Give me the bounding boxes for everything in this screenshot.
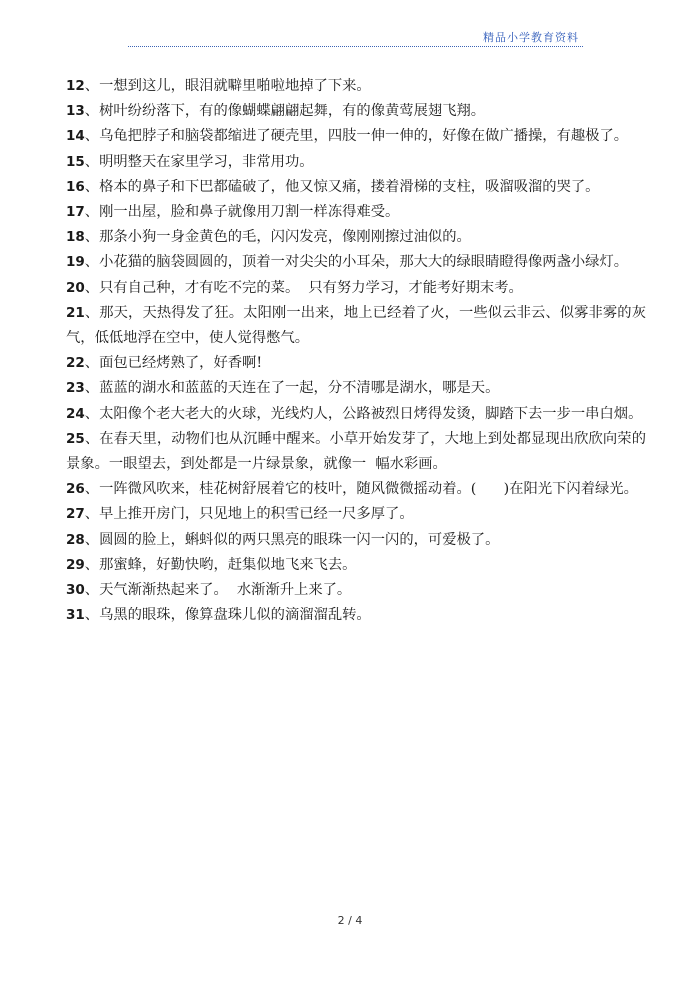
list-item	[66, 427, 646, 477]
item-separator: 、	[84, 405, 100, 422]
list-item	[66, 502, 646, 527]
item-separator: 、	[84, 304, 100, 321]
item-text: 乌黑的眼珠，像算盘珠儿似的滴溜溜乱转。	[99, 607, 371, 624]
item-separator: 、	[84, 355, 100, 372]
item-number: 21	[66, 304, 85, 321]
item-text: 那蜜蜂，好勤快哟，赶集似地飞来飞去。	[99, 556, 357, 573]
item-number: 12	[66, 78, 85, 94]
header-dotted-line	[128, 46, 583, 47]
item-number: 22	[66, 355, 85, 372]
item-separator: 、	[84, 78, 100, 94]
item-number: 13	[66, 103, 85, 120]
item-number: 14	[66, 128, 85, 145]
item-text: 在春天里，动物们也从沉睡中醒来。小草开始发芽了，大地上到处都显现出欣欣向荣的景象。一眼望去，到处都是一片绿景象，就像一 幅水彩画。	[66, 430, 646, 473]
item-text: 面包已经烤熟了，好香啊!	[99, 355, 263, 372]
page-header	[128, 28, 583, 48]
item-number: 28	[66, 531, 85, 548]
list-item	[66, 402, 646, 427]
item-separator: 、	[84, 128, 100, 145]
list-item	[66, 250, 646, 275]
item-separator: 、	[84, 204, 100, 221]
item-text: 太阳像个老大老大的火球，光线灼人，公路被烈日烤得发烫，脚踏下去一步一串白烟。	[99, 405, 643, 422]
item-number: 16	[66, 178, 85, 195]
item-separator: 、	[84, 582, 100, 599]
item-text: 明明整天在家里学习，非常用功。	[99, 153, 314, 170]
item-number: 25	[66, 430, 85, 447]
list-item	[66, 99, 646, 124]
item-separator: 、	[84, 103, 100, 120]
item-separator: 、	[84, 556, 100, 573]
list-item	[66, 175, 646, 200]
item-text: 那条小狗一身金黄色的毛，闪闪发亮，像刚刚擦过油似的。	[99, 229, 471, 246]
list-item	[66, 477, 646, 502]
list-item	[66, 376, 646, 401]
item-number: 19	[66, 254, 85, 271]
list-item	[66, 578, 646, 603]
item-number: 20	[66, 279, 85, 296]
list-item	[66, 276, 646, 301]
list-item	[66, 225, 646, 250]
item-text: 那天，天热得发了狂。太阳刚一出来，地上已经着了火，一些似云非云、似雾非雾的灰气，低低地浮在空中，使人觉得憋气。	[66, 304, 646, 347]
sentence-list	[66, 74, 646, 628]
item-text: 一阵微风吹来，桂花树舒展着它的枝叶，随风微微摇动着。( )在阳光下闪着绿光。	[99, 481, 638, 498]
item-separator: 、	[84, 607, 100, 624]
list-item	[66, 150, 646, 175]
item-number: 23	[66, 380, 85, 397]
item-separator: 、	[84, 254, 100, 271]
list-item	[66, 124, 646, 149]
item-text: 只有自己种，才有吃不完的菜。 只有努力学习，才能考好期末考。	[99, 279, 523, 296]
item-separator: 、	[84, 279, 100, 296]
item-separator: 、	[84, 380, 100, 397]
list-item	[66, 553, 646, 578]
item-number: 26	[66, 481, 85, 498]
list-item	[66, 603, 646, 628]
list-item	[66, 528, 646, 553]
item-number: 24	[66, 405, 85, 422]
item-separator: 、	[84, 430, 100, 447]
item-text: 圆圆的脸上，蝌蚪似的两只黑亮的眼珠一闪一闪的，可爱极了。	[99, 531, 500, 548]
item-separator: 、	[84, 506, 100, 523]
item-separator: 、	[84, 531, 100, 548]
item-text: 天气渐渐热起来了。 水渐渐升上来了。	[99, 582, 352, 599]
item-separator: 、	[84, 481, 100, 498]
item-text: 刚一出屋，脸和鼻子就像用刀割一样冻得难受。	[99, 204, 400, 221]
list-item	[66, 351, 646, 376]
header-title: 精品小学教育资料	[483, 31, 579, 44]
item-separator: 、	[84, 229, 100, 246]
item-separator: 、	[84, 178, 100, 195]
item-text: 早上推开房门，只见地上的积雪已经一尺多厚了。	[99, 506, 414, 523]
item-number: 29	[66, 556, 85, 573]
list-item	[66, 200, 646, 225]
item-text: 树叶纷纷落下，有的像蝴蝶翩翩起舞，有的像黄莺展翅飞翔。	[99, 103, 486, 120]
item-number: 27	[66, 506, 85, 523]
item-number: 18	[66, 229, 85, 246]
page-number: 2 / 4	[337, 914, 363, 927]
item-text: 蓝蓝的湖水和蓝蓝的天连在了一起，分不清哪是湖水，哪是天。	[99, 380, 500, 397]
item-text: 乌龟把脖子和脑袋都缩进了硬壳里，四肢一伸一伸的，好像在做广播操，有趣极了。	[99, 128, 629, 145]
item-text: 格本的鼻子和下巴都磕破了，他又惊又痛，搂着滑梯的支柱，吸溜吸溜的哭了。	[99, 178, 600, 195]
list-item	[66, 301, 646, 351]
item-number: 31	[66, 607, 85, 624]
item-separator: 、	[84, 153, 100, 170]
item-text: 一想到这儿，眼泪就噼里啪啦地掉了下来。	[99, 78, 371, 94]
item-number: 15	[66, 153, 85, 170]
item-text: 小花猫的脑袋圆圆的，顶着一对尖尖的小耳朵，那大大的绿眼睛瞪得像两盏小绿灯。	[99, 254, 629, 271]
item-number: 17	[66, 204, 85, 221]
list-item	[66, 74, 646, 99]
item-number: 30	[66, 582, 85, 599]
